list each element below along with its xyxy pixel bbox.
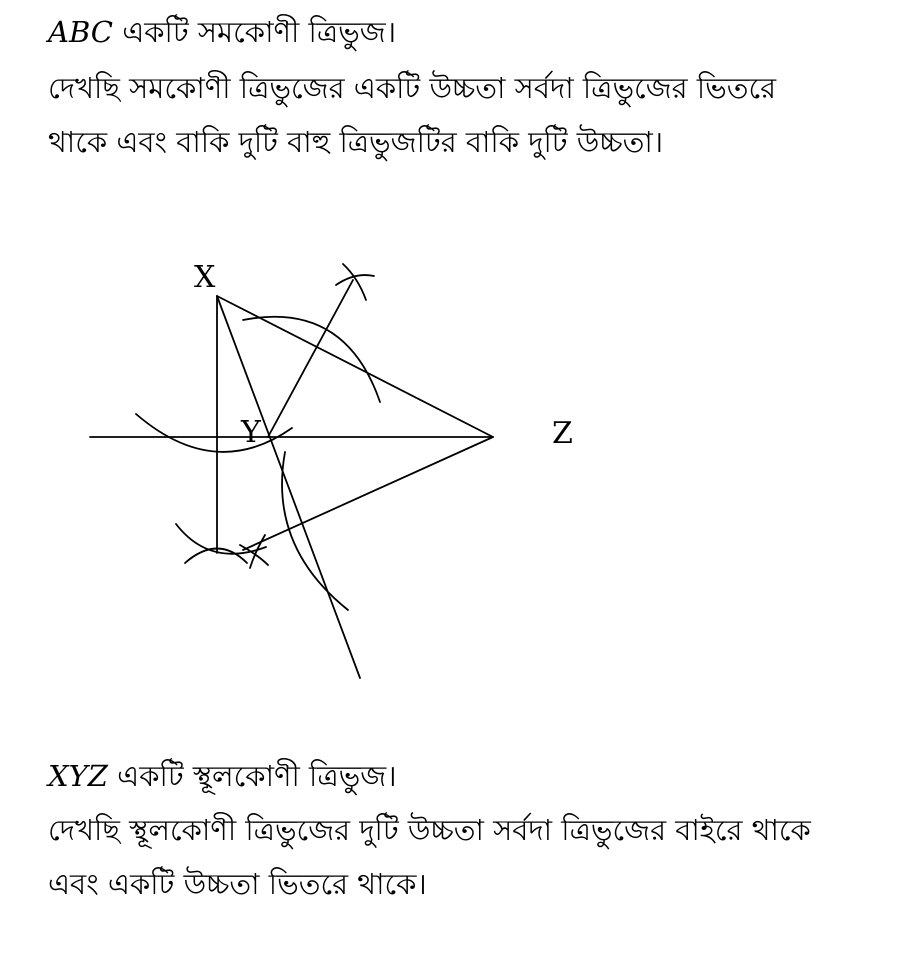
upper-cross-arc-b (343, 264, 366, 300)
vertex-label-x: X (194, 260, 216, 295)
paragraph1-line1-text: একটি সমকোণী ত্রিভুজ। (112, 15, 397, 49)
side-xy-extended (217, 296, 360, 678)
paragraph1-line2: দেখছি সমকোণী ত্রিভুজের একটি উচ্চতা সর্বদা ত্রিভুজের ভিতরে (48, 71, 777, 105)
vertex-label-z: Z (552, 416, 573, 451)
paragraph2-line3: এবং একটি উচ্চতা ভিতরে থাকে। (48, 867, 427, 901)
triangle-name-abc: ABC (48, 15, 113, 49)
paragraph2-line1-text: একটি স্থূলকোণী ত্রিভুজ। (107, 759, 397, 793)
altitude-from-z (243, 437, 493, 550)
construction-arc-upper (243, 317, 380, 402)
vertex-label-y: Y (241, 415, 261, 450)
construction-arc-lower-right (282, 452, 348, 610)
paragraph1-line3: থাকে এবং বাকি দুটি বাহু ত্রিভুজটির বাকি দুটি উচ্চতা। (48, 125, 664, 159)
paragraph2-line1 (48, 756, 397, 796)
paragraph2-line2: দেখছি স্থূলকোণী ত্রিভুজের দুটি উচ্চতা সর্বদা ত্রিভুজের বাইরে থাকে (48, 813, 811, 847)
construction-arc-lower-cross (185, 549, 247, 564)
triangle-name-xyz: XYZ (48, 759, 108, 793)
